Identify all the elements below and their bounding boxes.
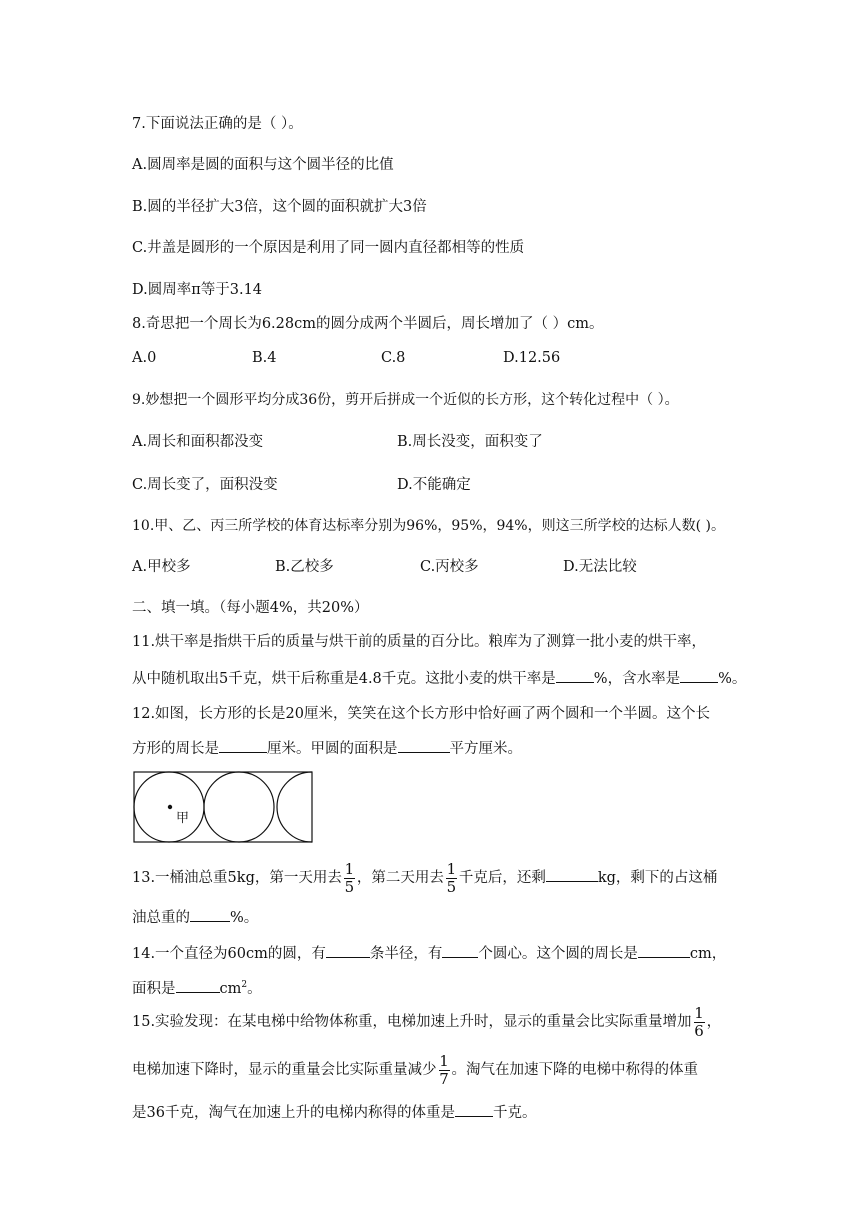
q10-option-a: A.甲校多 — [132, 559, 191, 575]
q15-fraction-2 — [439, 1053, 450, 1088]
q8-stem: 8.奇思把一个周长为6.28cm的圆分成两个半圆后，周长增加了（ ）cm。 — [132, 316, 604, 332]
q7-option-a: A.圆周率是圆的面积与这个圆半径的比值 — [132, 157, 394, 173]
q15-text-1-end: ， — [706, 1014, 722, 1030]
q7-option-b: B.圆的半径扩大3倍，这个圆的面积就扩大3倍 — [132, 199, 427, 215]
q9-option-d: D.不能确定 — [397, 477, 471, 493]
q13-blank-percent[interactable] — [190, 906, 230, 922]
q12-text-c: 平方厘米。 — [449, 741, 522, 757]
q10-option-c: C.丙校多 — [420, 559, 479, 575]
q12-line-1: 12.如图，长方形的长是20厘米，笑笑在这个长方形中恰好画了两个圆和一个半圆。这个长 — [132, 706, 711, 722]
q9-option-c: C.周长变了，面积没变 — [132, 477, 278, 493]
q14-text-b: 条半径，有 — [369, 946, 443, 962]
section-heading: 二、填一填。（每小题4%，共20%） — [132, 600, 369, 616]
q8-option-a: A.0 — [132, 350, 157, 366]
q15-text-3: 是36千克，淘气在加速上升的电梯内称得的体重是 — [132, 1105, 455, 1121]
q13-text-2: ，第二天用去 — [356, 870, 444, 886]
q13-fraction-1 — [344, 861, 355, 896]
q15-text-2: 电梯加速下降时，显示的重量会比实际重量减少 — [132, 1062, 437, 1078]
q14-line-2 — [132, 975, 262, 999]
q10-option-d: D.无法比较 — [563, 559, 637, 575]
q15-line-3 — [132, 1101, 536, 1123]
q15-frac-2-den: 7 — [439, 1069, 449, 1088]
q13-line-2 — [132, 906, 258, 928]
figure-rectangle — [134, 772, 312, 842]
q13-text-1: 13.一桶油总重5kg，第一天用去 — [132, 870, 342, 886]
q15-frac-2-num: 1 — [439, 1051, 449, 1070]
q15-frac-1-den: 6 — [694, 1021, 704, 1040]
q8-option-b: B.4 — [252, 350, 277, 366]
rectangle-circles-figure — [132, 770, 316, 844]
q14-blank-centers[interactable] — [442, 942, 478, 958]
q13-text-3: 千克后，还剩 — [458, 870, 546, 886]
q13-frac-2-num: 1 — [446, 859, 457, 878]
q12-text-a: 方形的周长是 — [132, 741, 219, 757]
figure-semicircle — [277, 772, 312, 842]
q9-stem: 9.妙想把一个圆形平均分成36份，剪开后拼成一个近似的长方形，这个转化过程中（ ）。 — [132, 392, 679, 408]
q13-frac-1-den: 5 — [344, 877, 355, 896]
q12-blank-perimeter[interactable] — [219, 737, 267, 753]
q15-text-2-end: 。淘气在加速下降的电梯中称得的体重 — [451, 1062, 698, 1078]
q13-text-5: 油总重的 — [132, 910, 190, 926]
q14-text-c: 个圆心。这个圆的周长是 — [478, 946, 638, 962]
figure-circle-2 — [204, 772, 274, 842]
q15-blank-weight[interactable] — [455, 1101, 493, 1117]
q14-text-d: cm， — [689, 946, 727, 962]
q13-frac-2-den: 5 — [446, 877, 457, 896]
q15-line-1 — [132, 1002, 721, 1042]
q15-text-1: 15.实验发现：在某电梯中给物体称重，电梯加速上升时，显示的重量会比实际重量增加 — [132, 1014, 692, 1030]
q15-text-4: 千克。 — [492, 1105, 537, 1121]
q10-option-b: B.乙校多 — [275, 559, 334, 575]
q15-fraction-1 — [694, 1005, 705, 1040]
q13-fraction-2 — [446, 861, 457, 896]
q10-stem: 10.甲、乙、丙三所学校的体育达标率分别为96%，95%，94%，则这三所学校的达标人数( )。 — [132, 518, 725, 534]
q14-text-e: 面积是 — [132, 980, 176, 997]
q11-text-a: 从中随机取出5千克，烘干后称重是4.8千克。这批小麦的烘干率是 — [132, 671, 556, 687]
q13-text-4: kg，剩下的占这桶 — [597, 870, 718, 886]
q14-text-f: cm — [219, 980, 242, 997]
q7-option-d: D.圆周率π等于3.14 — [132, 282, 263, 298]
q11-blank-dry-rate[interactable] — [556, 667, 594, 683]
q12-text-b: 厘米。甲圆的面积是 — [267, 741, 398, 757]
figure-label-jia: 甲 — [176, 811, 190, 826]
q11-line-1: 11.烘干率是指烘干后的质量与烘干前的质量的百分比。粮库为了测算一批小麦的烘干率， — [132, 634, 707, 650]
q14-text-a: 14.一个直径为60cm的圆，有 — [132, 946, 326, 962]
q12-blank-area[interactable] — [398, 737, 450, 753]
q14-blank-circumference[interactable] — [638, 942, 690, 958]
q7-stem: 7.下面说法正确的是（ ）。 — [132, 116, 303, 132]
q12-line-2 — [132, 737, 522, 759]
q14-blank-radii[interactable] — [326, 942, 370, 958]
q15-frac-1-num: 1 — [694, 1003, 704, 1022]
q11-line-2 — [132, 667, 746, 689]
q14-blank-area[interactable] — [176, 977, 220, 993]
q9-option-b: B.周长没变，面积变了 — [397, 434, 543, 450]
q14-superscript: 2 — [241, 980, 248, 990]
q14-text-g: 。 — [247, 980, 262, 997]
q13-blank-remaining[interactable] — [546, 866, 598, 882]
q9-option-a: A.周长和面积都没变 — [132, 434, 264, 450]
q13-text-6: %。 — [230, 910, 259, 926]
q14-line-1 — [132, 942, 726, 964]
figure-center-dot — [168, 805, 172, 809]
q11-text-b: %，含水率是 — [593, 671, 681, 687]
q8-option-d: D.12.56 — [503, 350, 561, 366]
q15-line-2 — [132, 1050, 698, 1090]
q11-text-c: %。 — [718, 671, 747, 687]
q8-option-c: C.8 — [381, 350, 406, 366]
q7-option-c: C.井盖是圆形的一个原因是利用了同一圆内直径都相等的性质 — [132, 240, 525, 256]
q13-line-1 — [132, 858, 717, 898]
q13-frac-1-num: 1 — [344, 859, 355, 878]
q11-blank-water-rate[interactable] — [680, 667, 718, 683]
